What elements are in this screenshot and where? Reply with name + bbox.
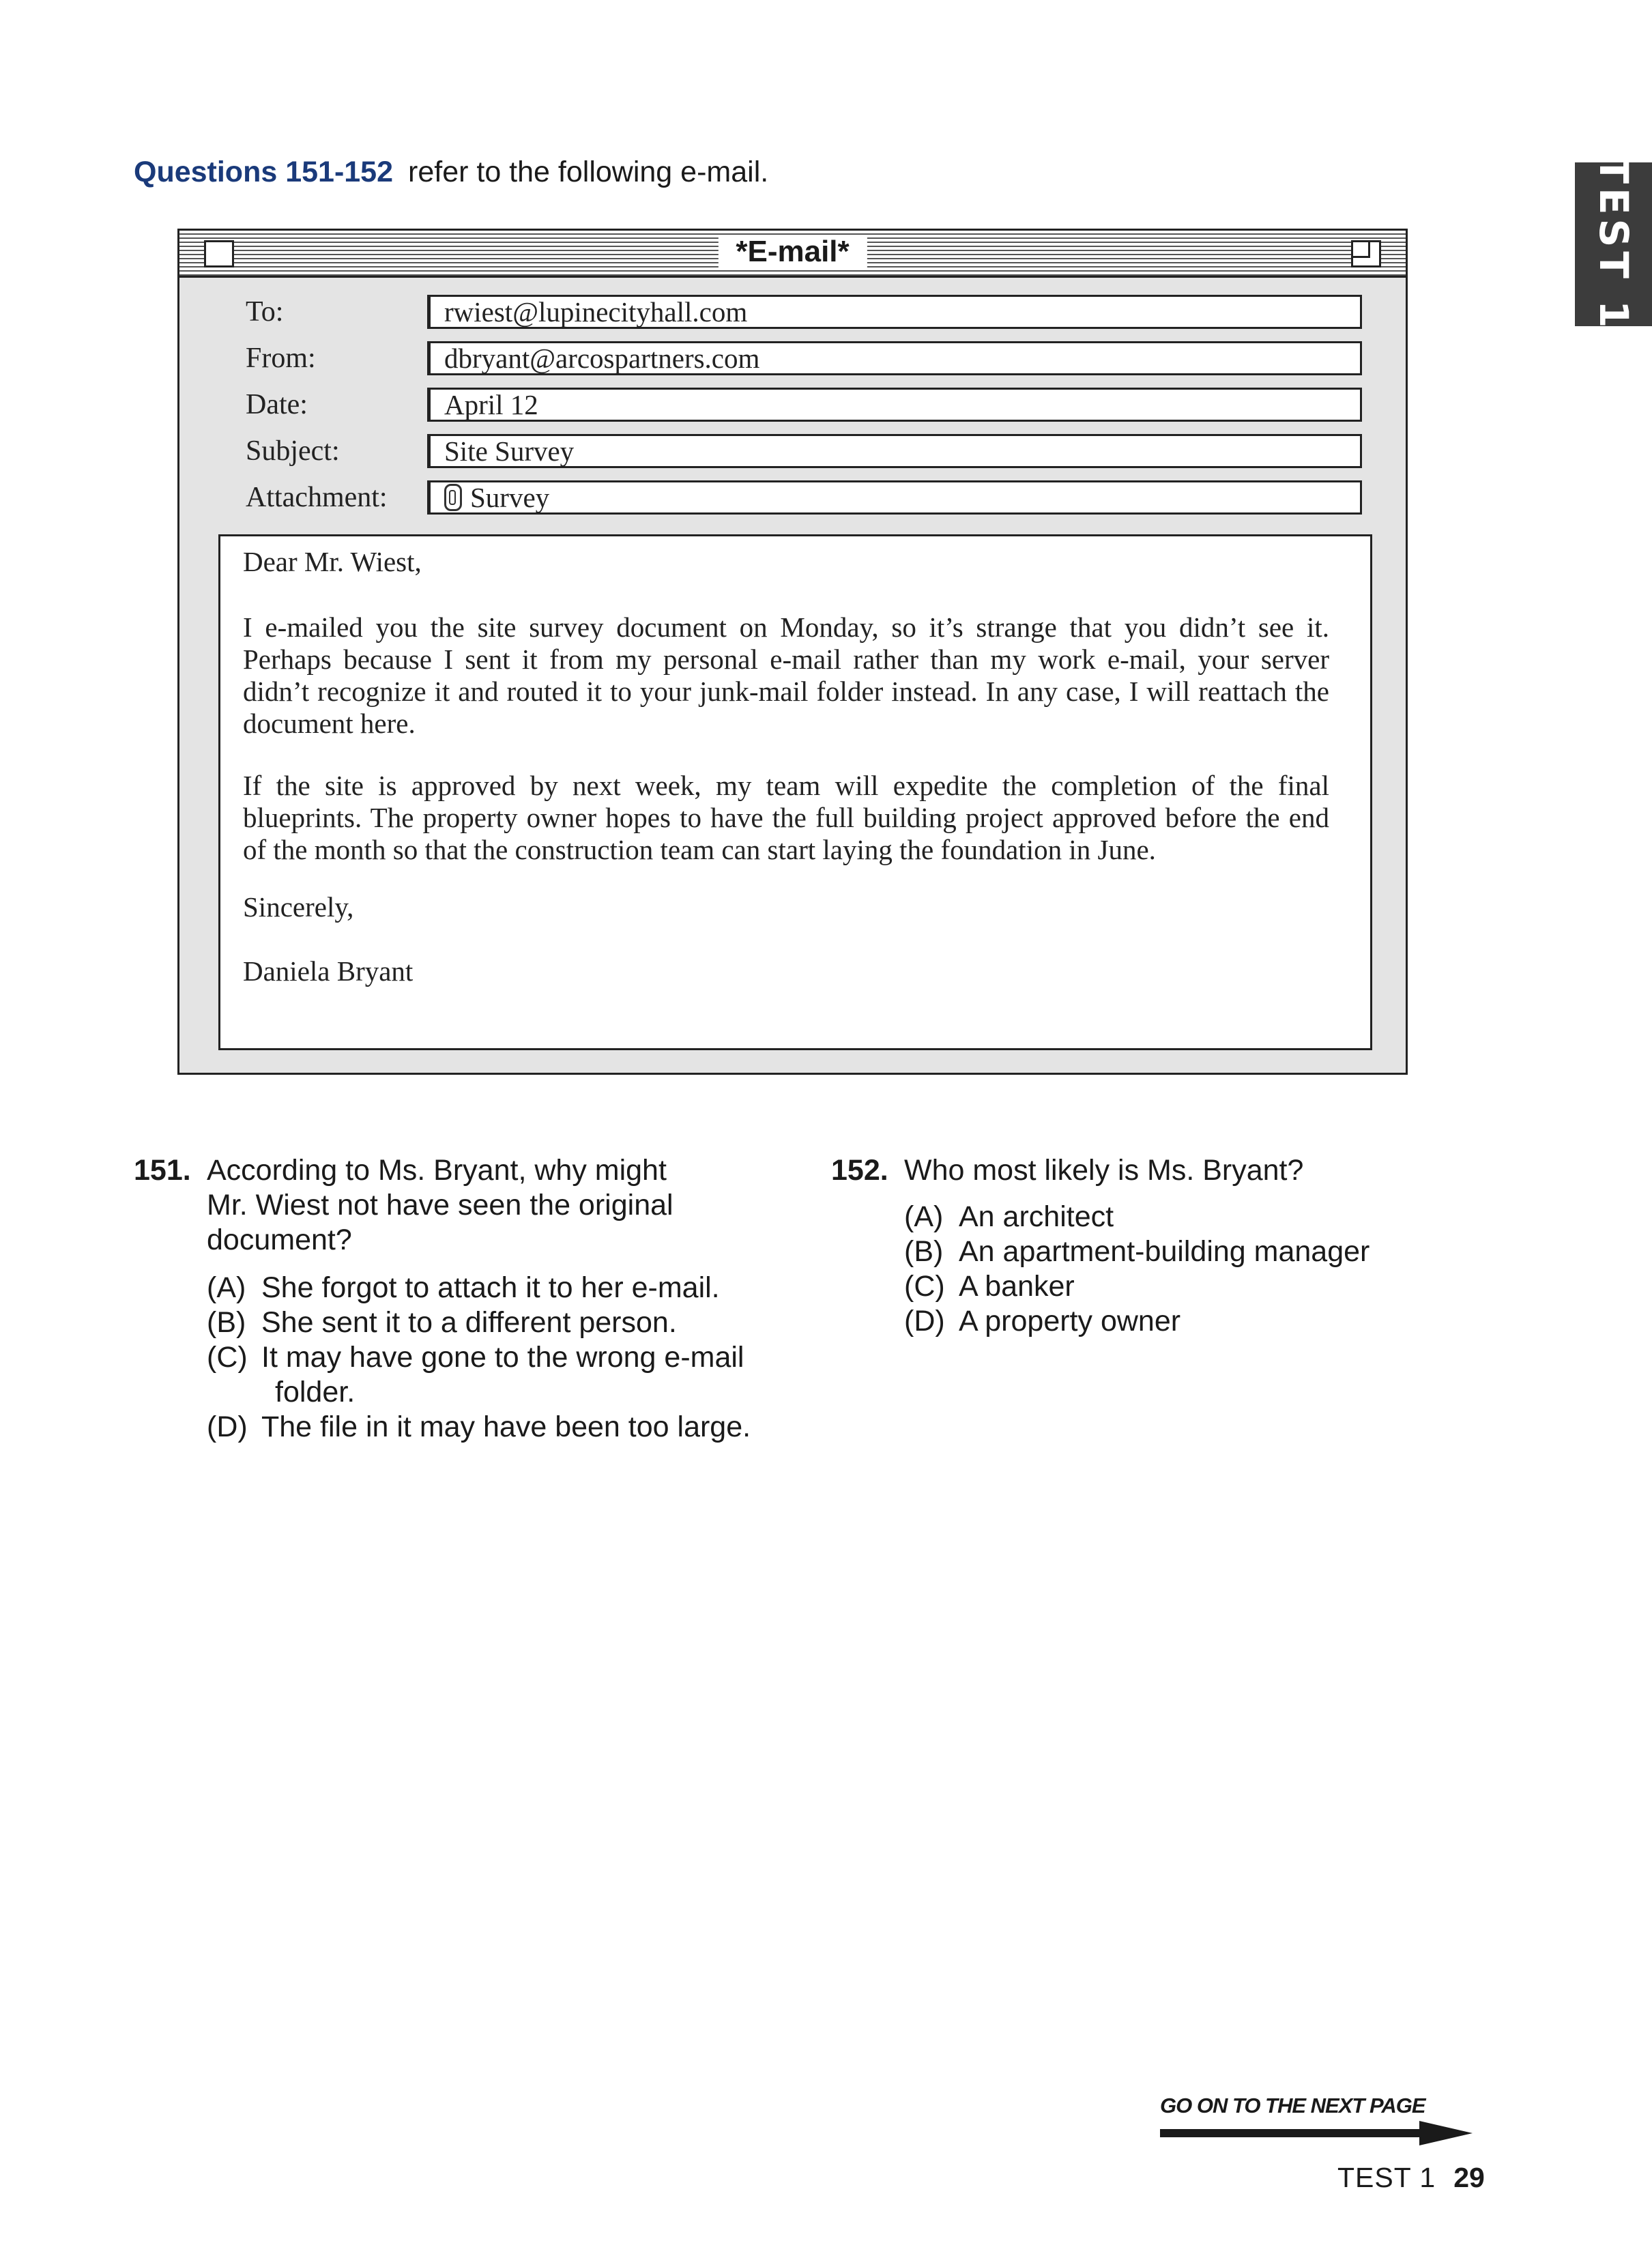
test-side-tab <box>1575 156 1652 332</box>
question-text-line: Mr. Wiest not have seen the original <box>207 1189 673 1221</box>
subject-field[interactable]: Site Survey <box>427 434 1362 468</box>
right-arrow-icon <box>1160 2121 1474 2145</box>
question-151 <box>134 1153 816 1443</box>
option-a[interactable] <box>207 1271 720 1305</box>
question-text <box>207 1153 673 1258</box>
question-number: 152. <box>831 1154 888 1187</box>
email-paragraph-2: If the site is approved by next week, my team will expedite the completion of the final blueprints. The property owner hopes to have the full building project approved before the end of the month so that the construction team can start laying the foundation in June. <box>243 770 1329 865</box>
option-c[interactable] <box>904 1269 1075 1304</box>
page-footer <box>1337 2162 1485 2194</box>
page-number: 29 <box>1453 2162 1485 2193</box>
option-text: A banker <box>959 1270 1075 1303</box>
attachment-name: Survey <box>470 482 550 513</box>
option-a[interactable] <box>904 1200 1114 1234</box>
email-window-title: *E-mail* <box>718 235 867 269</box>
question-text-line: Who most likely is Ms. Bryant? <box>904 1154 1304 1187</box>
option-text: An apartment-building manager <box>959 1235 1370 1268</box>
close-box-icon[interactable] <box>204 240 234 267</box>
email-window <box>177 229 1408 1075</box>
email-paragraph-1: I e-mailed you the site survey document on Monday, so it’s strange that you didn’t see it. Perhaps because I sent it from my personal e-mail rather than my work e-mail, your server didn’t recognize it and routed it to your junk-mail folder instead. In any case, I will reattach the document here. <box>243 611 1329 739</box>
option-d[interactable] <box>904 1304 1180 1339</box>
option-text-continued: folder. <box>275 1376 356 1408</box>
from-field[interactable]: dbryant@arcospartners.com <box>427 341 1362 375</box>
question-text-line: According to Ms. Bryant, why might <box>207 1154 667 1187</box>
option-letter: (A) <box>904 1200 944 1233</box>
option-c[interactable] <box>207 1340 744 1408</box>
email-closing: Sincerely, <box>243 891 354 923</box>
option-letter: (C) <box>207 1341 248 1374</box>
to-label: To: <box>246 296 284 328</box>
option-letter: (A) <box>207 1271 246 1304</box>
attachment-label: Attachment: <box>246 482 388 513</box>
attachment-field[interactable] <box>427 480 1362 515</box>
question-152 <box>831 1153 1513 1358</box>
questions-header <box>134 156 768 189</box>
option-b[interactable] <box>904 1234 1370 1269</box>
zoom-box-icon[interactable] <box>1351 240 1381 267</box>
option-text: The file in it may have been too large. <box>261 1411 751 1443</box>
go-next-page-text: GO ON TO THE NEXT PAGE <box>1160 2094 1425 2117</box>
option-letter: (C) <box>904 1270 945 1303</box>
side-tab-label: TEST 1 <box>1590 156 1637 332</box>
header-instruction: refer to the following e-mail. <box>408 156 769 188</box>
question-text-line: document? <box>207 1224 352 1256</box>
question-range: Questions 151-152 <box>134 156 394 188</box>
email-title-bar <box>179 231 1406 278</box>
option-b[interactable] <box>207 1305 677 1340</box>
paperclip-icon <box>444 484 462 511</box>
to-field[interactable]: rwiest@lupinecityhall.com <box>427 295 1362 329</box>
option-text: A property owner <box>959 1305 1181 1337</box>
footer-test-label: TEST 1 <box>1337 2162 1436 2193</box>
option-text: She forgot to attach it to her e-mail. <box>261 1271 720 1304</box>
option-letter: (B) <box>904 1235 944 1268</box>
email-greeting: Dear Mr. Wiest, <box>243 546 422 577</box>
option-letter: (B) <box>207 1306 246 1339</box>
question-number: 151. <box>134 1154 191 1187</box>
date-field[interactable]: April 12 <box>427 388 1362 422</box>
option-text: She sent it to a different person. <box>261 1306 677 1339</box>
option-d[interactable] <box>207 1410 751 1445</box>
email-signature: Daniela Bryant <box>243 955 414 987</box>
option-text: An architect <box>959 1200 1114 1233</box>
subject-label: Subject: <box>246 435 340 467</box>
option-letter: (D) <box>207 1411 248 1443</box>
question-text <box>904 1153 1303 1188</box>
option-text: It may have gone to the wrong e-mail <box>261 1341 744 1374</box>
date-label: Date: <box>246 389 308 420</box>
option-letter: (D) <box>904 1305 945 1337</box>
email-body <box>218 534 1372 1050</box>
from-label: From: <box>246 343 316 374</box>
